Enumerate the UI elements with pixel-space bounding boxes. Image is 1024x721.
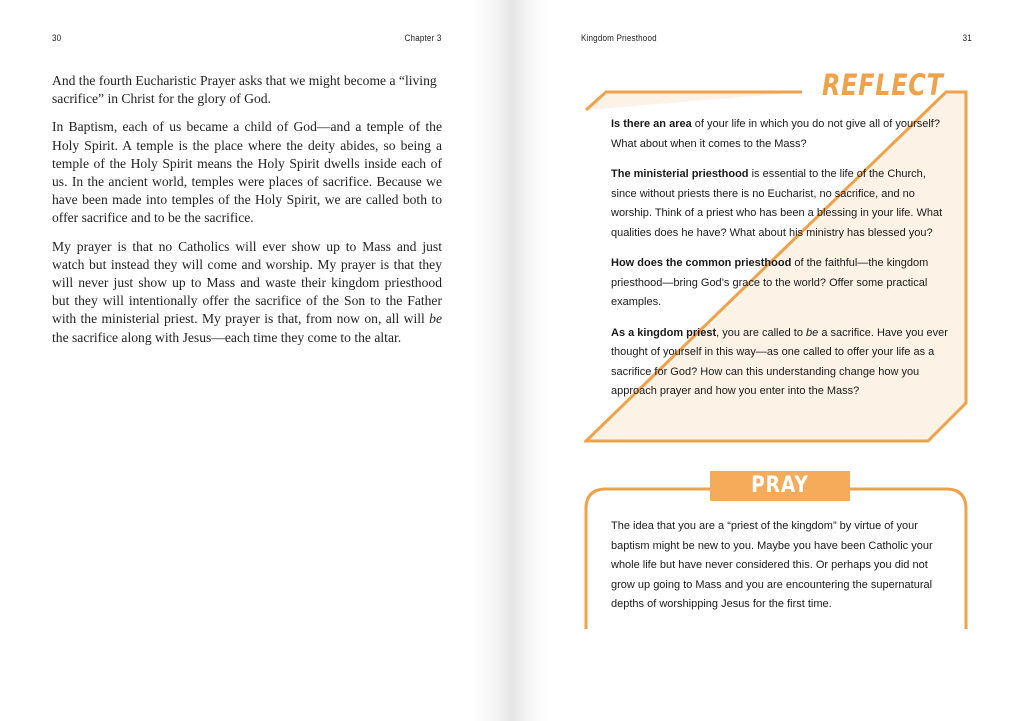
right-page-number: 31 <box>962 33 972 44</box>
emphasis-be: be <box>429 311 442 327</box>
reflect-question-3: How does the common priesthood of the faithful—the kingdom priesthood—bring God’s grace to the world? Offer some practical examples. <box>611 257 929 308</box>
body-paragraph-3: My prayer is that no Catholics will ever show up to Mass and just watch but instead they will come and worship. My prayer is that they will never just show up to Mass and waste their kingdom priesthood but they will intentionally offer the sacrifice of the Son to the Father with the ministerial priest. My prayer is that, from now on, all will be the sacrifice along with Jesus—each time they come to the altar. <box>52 238 442 345</box>
pray-text: The idea that you are a “priest of the kingdom” by virtue of your baptism might be new to you. Maybe you have been Catholic your whole life but have never considered this. Or perhaps you did not grow up going to Mass and you are encountering the supernatural depths of worshipping Jesus for the first time. <box>611 520 933 610</box>
gutter-shadow-left <box>470 0 512 721</box>
right-running-head: Kingdom Priesthood <box>581 33 657 44</box>
gutter-shadow-right <box>512 0 550 721</box>
reflect-question-2: The ministerial priesthood is essential to the life of the Church, since without priests there is no Eucharist, no sacrifice, and no worship. Think of a priest who has been a blessing in your life. What qualities does he have? What about his ministry has blessed you? <box>611 168 943 239</box>
reflect-question-1: Is there an area of your life in which you do not give all of yourself? What about when it comes to the Mass? <box>611 118 940 150</box>
left-page-body <box>52 72 442 357</box>
pray-title: PRAY <box>710 471 850 501</box>
body-paragraph-2: In Baptism, each of us became a child of God—and a temple of the Holy Spirit. A temple is the place where the deity abides, so being a temple of the Holy Spirit means the Holy Spirit dwells inside each of us. In the ancient world, temples were places of sacrifice. Because we have been made into temples of the Holy Spirit, we are called both to offer sacrifice and to be the sacrifice. <box>52 119 442 226</box>
reflect-question-4: As a kingdom priest, you are called to be a sacrifice. Have you ever thought of yourself in this way—as one called to offer your life as a sacrifice for God? How can this understanding change how you approach prayer and how you enter into the Mass? <box>611 326 948 397</box>
left-running-head: Chapter 3 <box>404 33 442 44</box>
reflect-questions <box>611 115 951 413</box>
left-page-number: 30 <box>52 33 62 44</box>
reflect-title: REFLECT <box>822 68 944 102</box>
body-paragraph-1: And the fourth Eucharistic Prayer asks that we might become a “living sacrifice” in Christ for the glory of God. <box>52 73 437 107</box>
